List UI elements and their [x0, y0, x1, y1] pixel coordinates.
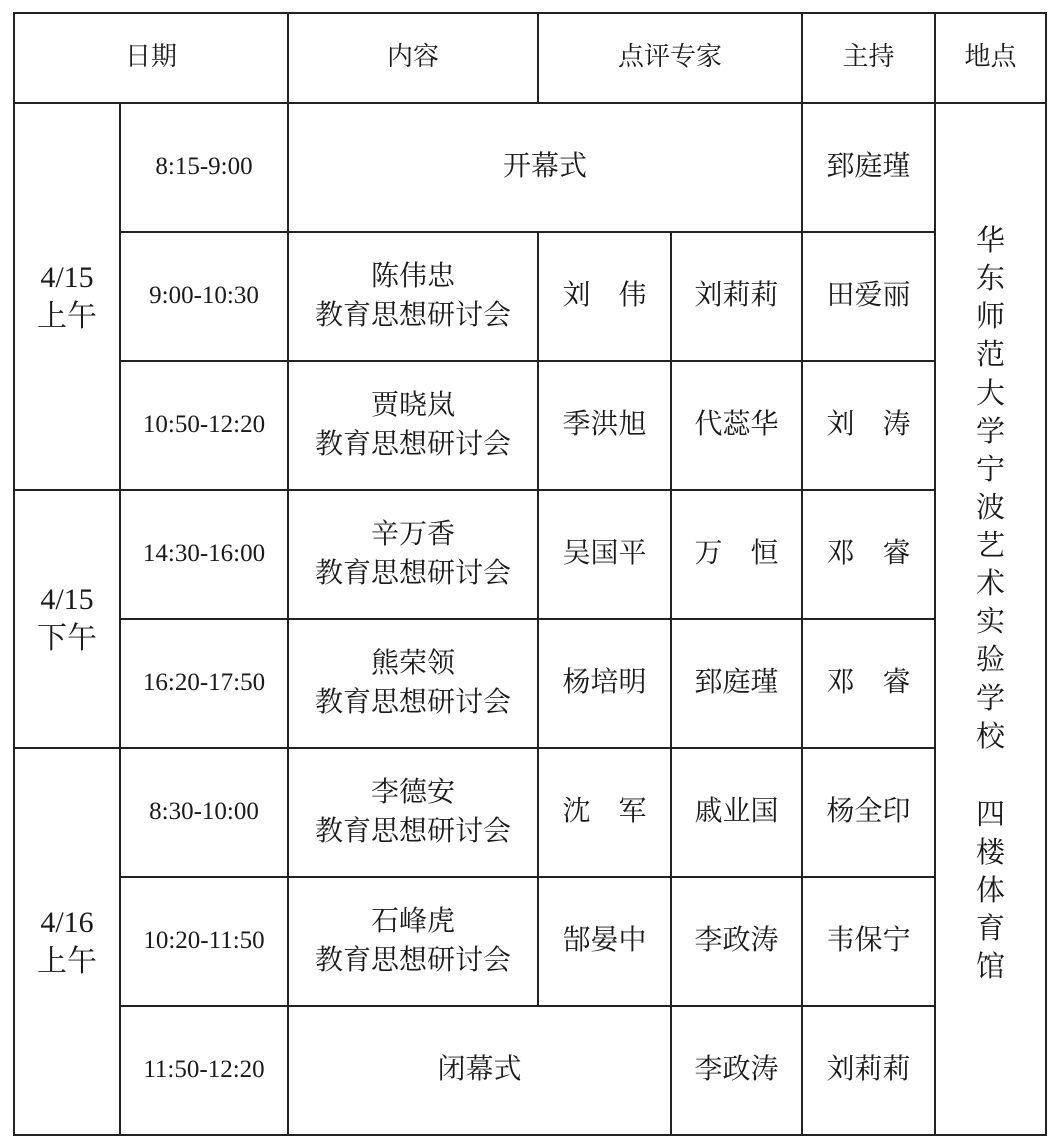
venue-char: 师: [976, 301, 1006, 334]
session-host: 郅庭瑾: [802, 103, 935, 232]
header-venue: 地点: [935, 13, 1046, 103]
session-time: 8:15-9:00: [120, 103, 288, 232]
session-row: [14, 490, 1046, 619]
session-expert-1: 杨培明: [538, 619, 671, 748]
header-content: 内容: [288, 13, 538, 103]
session-content: [288, 232, 538, 361]
header-row: [14, 13, 1046, 103]
day-period: 上午: [37, 944, 97, 978]
session-title: 开幕式: [288, 103, 802, 232]
session-expert-1: 吴国平: [538, 490, 671, 619]
venue-room-char: 楼: [976, 836, 1006, 869]
venue-cell: [935, 103, 1046, 1135]
venue-char: 范: [976, 339, 1006, 372]
session-expert-2: 郅庭瑾: [671, 619, 802, 748]
session-row: [14, 877, 1046, 1006]
session-expert-2: 李政涛: [671, 877, 802, 1006]
session-expert-2: 代蕊华: [671, 361, 802, 490]
session-time: 10:20-11:50: [120, 877, 288, 1006]
venue-char: 学: [976, 415, 1006, 448]
session-time: 14:30-16:00: [120, 490, 288, 619]
session-expert-2: 戚业国: [671, 748, 802, 877]
session-host: 韦保宁: [802, 877, 935, 1006]
session-name: 辛万香: [371, 518, 456, 550]
session-content: [288, 490, 538, 619]
session-row: [14, 361, 1046, 490]
session-time: 9:00-10:30: [120, 232, 288, 361]
session-topic: 教育思想研讨会: [315, 299, 512, 331]
session-content: [288, 748, 538, 877]
session-time: 8:30-10:00: [120, 748, 288, 877]
venue-char: 大: [976, 377, 1006, 410]
session-time: 11:50-12:20: [120, 1006, 288, 1135]
session-row: [14, 748, 1046, 877]
session-time: 10:50-12:20: [120, 361, 288, 490]
venue-room-char: 体: [976, 875, 1006, 907]
venue-char: 波: [976, 491, 1006, 524]
session-time: 16:20-17:50: [120, 619, 288, 748]
day-period: 下午: [37, 622, 97, 655]
session-host: 邓 睿: [802, 490, 935, 619]
day-cell: [14, 490, 120, 748]
session-row: [14, 1006, 1046, 1135]
venue-char: 艺: [976, 530, 1006, 562]
session-host: 刘莉莉: [802, 1006, 935, 1135]
session-title: 闭幕式: [288, 1006, 671, 1135]
day-date: 4/15: [40, 260, 94, 294]
session-name: 贾晓岚: [371, 389, 456, 421]
session-topic: 教育思想研讨会: [315, 944, 512, 976]
session-content: [288, 361, 538, 490]
session-content: [288, 877, 538, 1006]
session-name: 陈伟忠: [371, 260, 456, 292]
session-topic: 教育思想研讨会: [315, 428, 512, 460]
day-cell: [14, 103, 120, 490]
venue-gap: [936, 756, 1045, 796]
venue-char: 校: [976, 720, 1006, 753]
session-row: [14, 232, 1046, 361]
header-experts: 点评专家: [538, 13, 802, 103]
venue-char: 东: [976, 263, 1006, 296]
session-topic: 教育思想研讨会: [315, 686, 512, 718]
venue-char: 实: [976, 606, 1006, 639]
session-topic: 教育思想研讨会: [315, 557, 512, 589]
session-expert-2: 刘莉莉: [671, 232, 802, 361]
schedule-table: [13, 12, 1047, 1136]
day-date: 4/15: [40, 583, 94, 616]
header-host: 主持: [802, 13, 935, 103]
session-host: 刘 涛: [802, 361, 935, 490]
header-date: 日期: [14, 13, 288, 103]
session-row: [14, 619, 1046, 748]
day-period: 上午: [37, 299, 97, 333]
session-name: 熊荣领: [371, 647, 456, 679]
session-host: 邓 睿: [802, 619, 935, 748]
venue-char: 学: [976, 682, 1006, 715]
session-name: 李德安: [371, 776, 456, 808]
session-expert-1: 郜晏中: [538, 877, 671, 1006]
session-expert-2: 李政涛: [671, 1006, 802, 1135]
session-expert-1: 季洪旭: [538, 361, 671, 490]
venue-room-char: 四: [976, 798, 1006, 831]
session-host: 杨全印: [802, 748, 935, 877]
day-date: 4/16: [40, 905, 94, 939]
venue-char: 宁: [976, 453, 1006, 486]
session-expert-2: 万 恒: [671, 490, 802, 619]
venue-room-char: 育: [976, 913, 1006, 946]
venue-char: 验: [976, 644, 1006, 677]
venue-char: 华: [976, 225, 1006, 257]
session-host: 田爱丽: [802, 232, 935, 361]
session-topic: 教育思想研讨会: [315, 815, 512, 847]
session-name: 石峰虎: [371, 905, 456, 937]
session-row: [14, 103, 1046, 232]
venue-room-char: 馆: [976, 951, 1006, 984]
day-cell: [14, 748, 120, 1135]
session-expert-1: 沈 军: [538, 748, 671, 877]
session-content: [288, 619, 538, 748]
session-expert-1: 刘 伟: [538, 232, 671, 361]
venue-char: 术: [976, 568, 1006, 601]
